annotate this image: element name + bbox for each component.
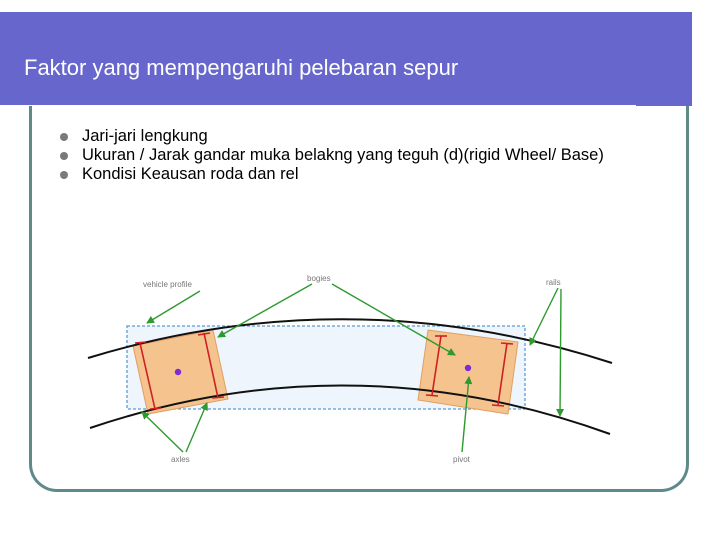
bullet-text: Kondisi Keausan roda dan rel — [82, 165, 299, 183]
pivot-left — [175, 369, 181, 375]
label-vehicle-profile: vehicle profile — [143, 280, 192, 289]
bullet-text: Jari-jari lengkung — [82, 127, 208, 145]
label-axles: axles — [171, 455, 190, 464]
pivot-right — [465, 365, 471, 371]
bullet-text: Ukuran / Jarak gandar muka belakng yang teguh (d)(rigid Wheel/ Base) — [82, 146, 604, 164]
slide-title: Faktor yang mempengaruhi pelebaran sepur — [24, 55, 459, 80]
label-rails: rails — [546, 278, 561, 287]
label-pivot: pivot — [453, 455, 470, 464]
label-bogies: bogies — [307, 274, 331, 283]
